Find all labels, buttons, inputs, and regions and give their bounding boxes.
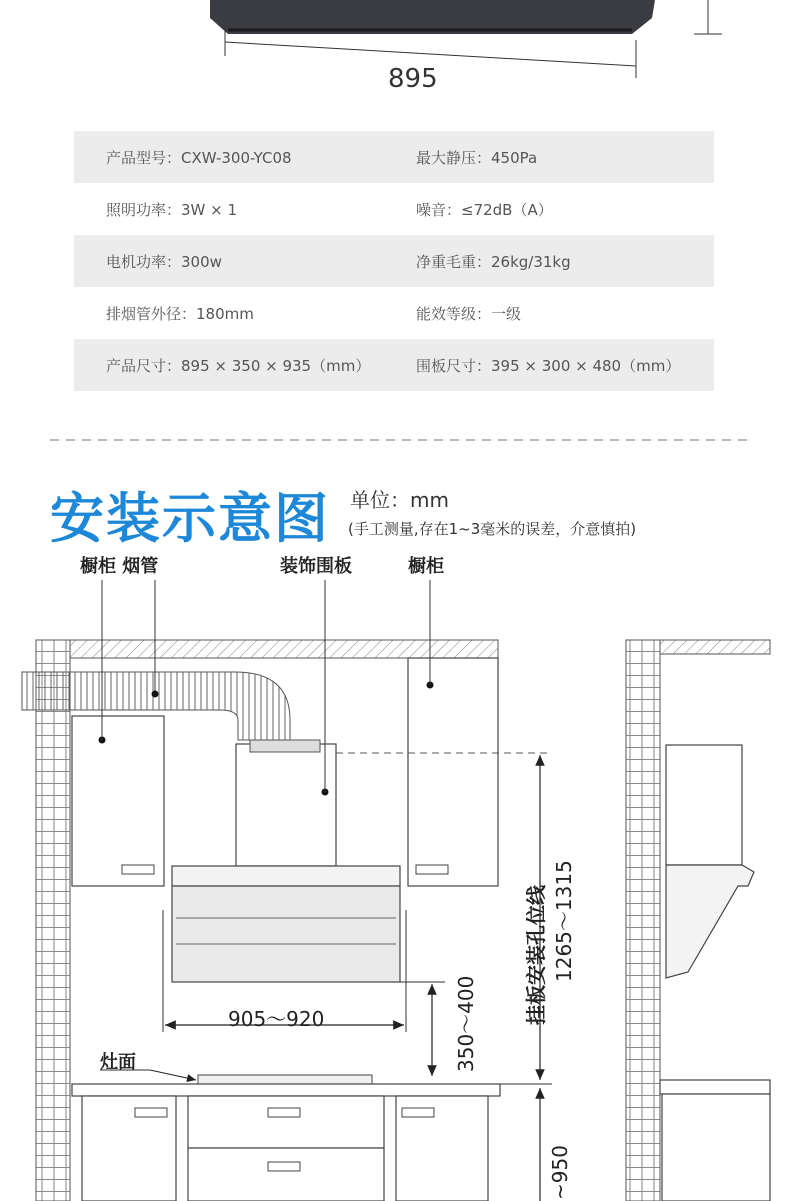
label-decor-panel: 装饰围板 — [280, 556, 352, 577]
countertop — [72, 1084, 500, 1096]
spec-row — [74, 287, 714, 339]
side-countertop — [660, 1080, 770, 1094]
spec-row — [74, 183, 714, 235]
side-wall — [626, 640, 660, 1201]
label-stove: 灶面 — [100, 1052, 136, 1073]
installation-diagram — [0, 580, 790, 1201]
mount-line-label: 挂板安装孔位线 — [524, 885, 548, 1025]
hood-top — [172, 866, 400, 886]
spec-row — [74, 235, 714, 287]
spec-row — [74, 339, 714, 391]
spec-motor-power: 电机功率：300w — [106, 252, 222, 271]
install-title: 安装示意图 — [50, 487, 330, 550]
dimension-width-label: 895 — [388, 64, 438, 94]
spec-light-power: 照明功率：3W × 1 — [106, 200, 238, 219]
spec-product-size: 产品尺寸：895 × 350 × 935（mm） — [106, 356, 371, 375]
spec-noise: 噪音：≤72dB（A） — [416, 200, 553, 219]
decor-panel — [236, 744, 336, 866]
left-upper-cabinet — [72, 716, 164, 886]
hood-body — [172, 886, 400, 982]
mount-range-label: 1265～1315 — [552, 860, 576, 982]
spec-duct-diameter: 排烟管外径：180mm — [106, 304, 254, 323]
spec-table — [74, 131, 714, 391]
mount-plate — [250, 740, 320, 752]
dashed-divider — [0, 435, 790, 445]
spec-model: 产品型号：CXW-300-YC08 — [106, 148, 292, 167]
side-lower-cabinet — [662, 1094, 770, 1201]
spec-static-pressure: 最大静压：450Pa — [416, 148, 538, 167]
tolerance-note: (手工测量,存在1~3毫米的误差，介意慎拍) — [348, 520, 637, 538]
label-cabinet: 橱柜 — [408, 556, 444, 577]
spec-row — [74, 131, 714, 183]
right-upper-cabinet — [408, 658, 498, 886]
ceiling-slab — [70, 640, 498, 658]
lower-drawer-top — [188, 1096, 384, 1148]
label-cabinet-duct: 橱柜 烟管 — [80, 556, 159, 577]
dimension-width-range: 905～920 — [228, 1007, 325, 1031]
spec-energy-grade: 能效等级：一级 — [416, 304, 522, 323]
unit-label: 单位：mm — [350, 488, 449, 512]
spec-weight: 净重毛重：26kg/31kg — [416, 252, 571, 271]
side-panel — [666, 745, 742, 865]
side-ceiling — [660, 640, 770, 654]
side-hood — [666, 865, 754, 978]
left-wall — [36, 640, 70, 1201]
counter-height-label: ~950 — [548, 1145, 572, 1200]
lower-drawer-bottom — [188, 1148, 384, 1201]
spec-panel-size: 围板尺寸：395 × 300 × 480（mm） — [416, 356, 681, 375]
dimension-gap-range: 350～400 — [454, 975, 478, 1072]
stove — [198, 1075, 372, 1084]
